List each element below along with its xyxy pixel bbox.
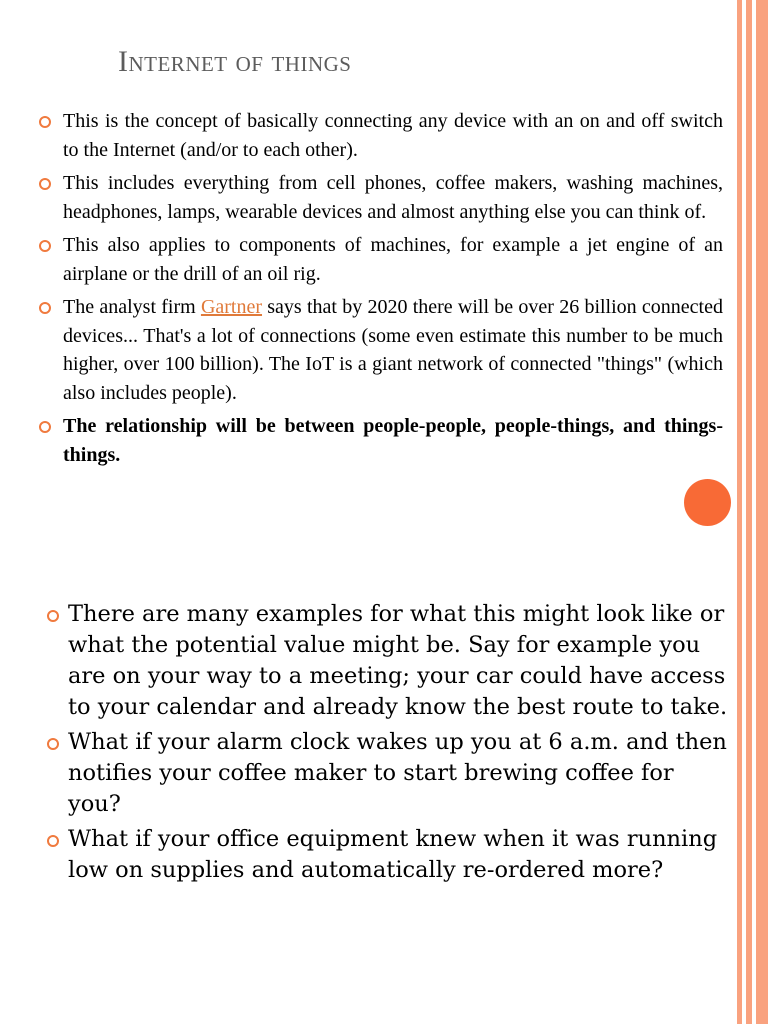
bullet-circle-icon	[39, 116, 51, 128]
bullet-circle-icon	[39, 178, 51, 190]
bullet-circle-icon	[39, 240, 51, 252]
bullet-circle-icon	[47, 610, 59, 622]
slide-title: Internet of things	[118, 45, 352, 78]
list-item	[68, 727, 732, 820]
decorative-circle	[684, 479, 731, 526]
bullet-text: The relationship will be between people-people, people-things, and things-things.	[63, 415, 723, 466]
list-item	[63, 412, 723, 469]
bullet-circle-icon	[47, 835, 59, 847]
bullet-circle-icon	[39, 421, 51, 433]
gartner-link[interactable]: Gartner	[200, 296, 263, 318]
bullet-circle-icon	[39, 302, 51, 314]
list-item	[63, 231, 723, 288]
bullet-text-after: says that by 2020 there will be over 26 billion connected devices... That's a lot of connections (some even estimate this number to be much higher, over 100 billion). The IoT is a giant network of connected "things" (which also includes people).	[63, 296, 723, 404]
list-item	[63, 169, 723, 226]
bullet-text: This is the concept of basically connecting any device with an on and off switch to the Internet (and/or to each other).	[63, 110, 723, 161]
bullet-circle-icon	[47, 738, 59, 750]
decorative-stripe	[737, 0, 742, 1024]
bullet-text: What if your office equipment knew when it was running low on supplies and automatically re-ordered more?	[68, 826, 718, 883]
list-item	[63, 293, 723, 407]
bullet-text-before: The analyst firm	[63, 296, 201, 318]
bullet-text: What if your alarm clock wakes up you at 6 a.m. and then notifies your coffee maker to start brewing coffee for you?	[68, 729, 727, 817]
slide1-bullet-list	[63, 107, 723, 474]
slide2-bullet-list	[68, 599, 732, 890]
list-item	[68, 824, 732, 886]
list-item	[68, 599, 732, 723]
decorative-stripe	[756, 0, 768, 1024]
bullet-text: This also applies to components of machines, for example a jet engine of an airplane or the drill of an oil rig.	[63, 234, 723, 285]
bullet-text: There are many examples for what this might look like or what the potential value might be. Say for example you are on your way to a meeting; your car could have access to your calendar and already know the best route to take.	[68, 601, 728, 720]
decorative-stripe	[746, 0, 752, 1024]
list-item	[63, 107, 723, 164]
bullet-text: This includes everything from cell phones, coffee makers, washing machines, headphones, lamps, wearable devices and almost anything else you can think of.	[63, 172, 723, 223]
